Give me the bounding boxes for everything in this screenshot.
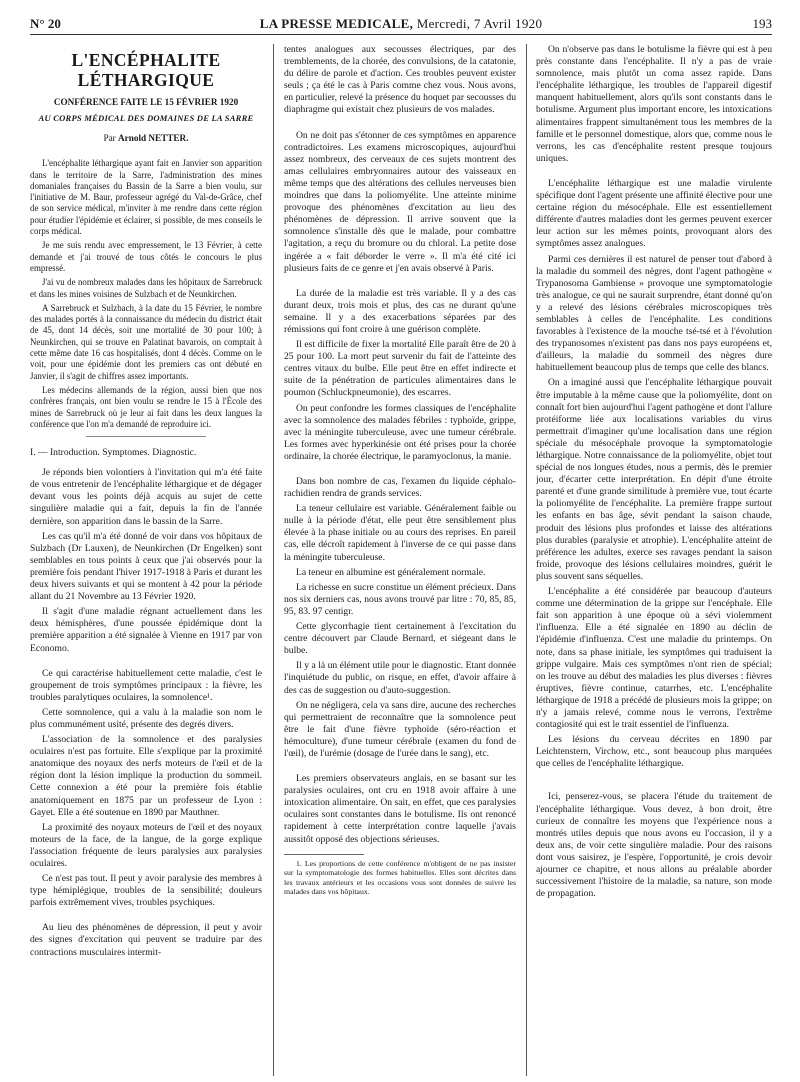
column-2 bbox=[284, 44, 516, 1078]
footnote-rule bbox=[284, 854, 364, 855]
article-title: L'ENCÉPHALITE LÉTHARGIQUE bbox=[71, 50, 221, 90]
body-paragraph: Ce n'est pas tout. Il peut y avoir paralysie des membres à type hémiplégique, troubles de la sensibilité; douleurs parfois extrêmement vives, troubles psychiques. bbox=[30, 873, 262, 909]
column-3 bbox=[536, 44, 772, 1078]
body-paragraph: La teneur en albumine est généralement normale. bbox=[296, 566, 486, 578]
intro-block bbox=[30, 158, 262, 430]
body-paragraph: La durée de la maladie est très variable. Il y a des cas durant deux, trois mois et plus, des cas ne durant qu'une semaine. Il y a des exacerbations séparées par des rémissions qui font croire à une guérison complète. bbox=[284, 287, 516, 335]
body-paragraph: L'association de la somnolence et des paralysies oculaires n'est pas fortuite. Elle s'explique par la proximité anatomique des noyaux des nerfs moteurs de l'œil et de la région dont la lésion implique la production du sommeil. Cette connexion a été pour la première fois établie anatomiquement en 1875 par un professeur de Lyon : Gayet. Elle a été soutenue en 1890 par Mauthner. bbox=[30, 734, 262, 818]
body-paragraph: Je réponds bien volontiers à l'invitation qui m'a été faite de vous entretenir de l'encéphalite léthargique et de dégager devant vous les points déjà acquis au sujet de cette singulière maladie qui a fait, depuis la fin de l'année dernière, son apparition dans le bassin de la Sarre. bbox=[30, 467, 262, 527]
body-paragraph: La teneur cellulaire est variable. Généralement faible ou nulle à la période d'état, elle peut être sensiblement plus élevée à la phase initiale ou au cours des reprises. En pareil cas, elle décroît rapidement à l'inverse de ce qui passe dans la méningite tuberculeuse. bbox=[284, 503, 516, 563]
intro-paragraph: Les médecins allemands de la région, aussi bien que nos confrères français, ont bien voulu se rendre le 15 à l'École des mines de Sarrebruck où je leur ai fait dans les deux langues la conférence que l'on m'a demandé de reproduire ici. bbox=[30, 384, 262, 429]
body-paragraph: Il est difficile de fixer la mortalité Elle paraît être de 20 à 25 pour 100. La mort peut survenir du fait de l'atteinte des centres vitaux du bulbe. Elle peut être en effet indirecte et suite de la pénétration de particules alimentaires dans le poumon (Schluckpneumonie), des escarres. bbox=[284, 339, 516, 399]
body-paragraph: On ne négligera, cela va sans dire, aucune des recherches qui permettraient de reconnaître que la somnolence peut être le fait d'une fièvre typhoïde (séro-réaction et hémoculture), d'une tumeur cérébrale (examen du fond de l'œil), de l'urémie (dosage de l'urée dans le sang), etc. bbox=[284, 699, 516, 759]
issue-number: N° 20 bbox=[30, 16, 61, 31]
body-paragraph: On peut confondre les formes classiques de l'encéphalite avec la somnolence des malades fébriles : typhoïde, grippe, avec la méningite tuberculeuse, avec une tumeur cérébrale. Les formes avec hyperkinésie ont été prises pour la chorée ordinaire, la chorée électrique, le paramyoclonus, la manie. bbox=[284, 402, 516, 462]
body-paragraph: Ici, penserez-vous, se placera l'étude du traitement de l'encéphalite léthargique. Vous devez, à bon droit, être curieux de connaître les moyens que l'expérience nous a montrés utiles depuis que nous avons eu l'occasion, il y a deux ans, de voir cette singulière maladie. Pour des raisons dont vous saisirez, je l'espère, l'opportunité, je crois devoir ajourner ce chapitre, et nous allons au préalable aborder successivement l'histoire de la maladie, sa nature, son mode de propagation. bbox=[536, 791, 772, 900]
body-paragraph: tentes analogues aux secousses électriques, par des tremblements, de la chorée, des convulsions, de la catatonie, du délire de parole et d'action. Ces troubles peuvent exister seuls ; ça été le cas à Paris comme chez vous. Nous avons, en particulier, relevé la présence du hoquet par secousses du diaphragme qui existait chez plusieurs de vos malades. bbox=[284, 44, 516, 116]
author-prefix: Par bbox=[103, 133, 116, 144]
spacer bbox=[284, 466, 516, 476]
column-divider-1 bbox=[273, 44, 274, 1076]
intro-paragraph: Je me suis rendu avec empressement, le 13 Février, à cette demande et j'ai trouvé de tous côtés le concours le plus empressé. bbox=[30, 240, 262, 273]
body-paragraph: Les cas qu'il m'a été donné de voir dans vos hôpitaux de Sulzbach (Dr Lauxen), de Neunkirchen (Dr Engelken) sont semblables en tous points à ceux que j'ai observés pour la première fois pendant l'hiver 1917-1918 à Paris et durant les deux hivers suivants et qui se montent à 42 pour la période allant du 21 Novembre au 13 Février 1920. bbox=[30, 530, 262, 603]
section-rule bbox=[86, 436, 206, 437]
column-divider-2 bbox=[526, 44, 527, 1076]
body-paragraph: Cette glycorrhagie tient certainement à l'excitation du centre découvert par Claude Bernard, et siégeant dans le bulbe. bbox=[284, 621, 516, 657]
spacer bbox=[536, 773, 772, 791]
intro-paragraph: L'encéphalite léthargique ayant fait en Janvier son apparition dans le territoire de la Sarre, l'administration des mines domaniales françaises du Bassin de la Sarre a bien voulu, sur l'initiative de M. Baur, professeur agrégé du Val-de-Grâce, chef de son service médical, m'inviter à me rendre dans cette région pour étudier l'épidémie et éclairer, si possible, de mes conseils le corps médical. bbox=[30, 158, 262, 237]
body-paragraph: Les premiers observateurs anglais, en se basant sur les paralysies oculaires, ont cru en 1918 avoir affaire à une intoxication alimentaire. On sait, en effet, que ces paralysies oculaires sont constantes dans le botulisme. Ils ont renoncé rapidement à cette interprétation contre laquelle j'avais aussitôt opposé des objections sérieuses. bbox=[284, 773, 516, 845]
spacer bbox=[284, 120, 516, 130]
body-paragraph: Il s'agit d'une maladie régnant actuellement dans les deux hémisphères, d'une poussée épidémique dont la première apparition a été signalée à Vienne en 1917 par von Economo. bbox=[30, 606, 262, 654]
body-paragraph: Cette somnolence, qui a valu à la maladie son nom le plus communément usité, présente des degrés divers. bbox=[30, 706, 262, 730]
section-heading-block bbox=[30, 436, 262, 459]
spacer bbox=[284, 278, 516, 288]
page-number: 193 bbox=[752, 16, 772, 31]
intro-paragraph: J'ai vu de nombreux malades dans les hôpitaux de Sarrebruck et dans les mines voisines de Sulzbach et de Neunkirchen. bbox=[30, 277, 262, 299]
body-paragraph: Ce qui caractérise habituellement cette maladie, c'est le groupement de trois symptômes principaux : la fièvre, les troubles paralytiques oculaires, la somnolence¹. bbox=[30, 667, 262, 703]
body-paragraph: Parmi ces dernières il est naturel de penser tout d'abord à la maladie du sommeil des nègres, dont l'agent pathogène « Trypanosoma Gambiense » provoque une symptomatologie très analogue, ce qui ne saurait surprendre, étant donné qu'on y a relevé des lésions cérébrales microscopiques très semblables à celles de l'encéphalite. Les conditions favorables à l'existence de la mouche tsé-tsé et à l'évolution des trypanosomes n'existent pas dans nos pays européens et, d'ailleurs, la maladie du sommeil des nègres dure habituellement beaucoup plus de temps que celle des blancs. bbox=[536, 253, 772, 374]
body-paragraph: On ne doit pas s'étonner de ces symptômes en apparence contradictoires. Les examens microscopiques, aujourd'hui assez nombreux, des cerveaux de ces sujets montrent des amas cellulaires embryonnaires autour des vaisseaux en même temps que des altérations des cellules nerveuses bien moindres que dans la poliomyélite. Une atteinte minime provoque des phénomènes d'excitation au lieu des phénomènes de dépression. Il arrive souvent que la somnolence s'installe dès que le malade, pour combattre l'agitation, a reçu du bromure ou du chloral. La petite dose ingérée a « fait déborder le verre ». Il m'a été cité ici plusieurs faits de ce genre et j'en avais observé à Paris. bbox=[284, 129, 516, 274]
conference-subtitle: CONFÉRENCE FAITE LE 15 FÉVRIER 1920 bbox=[53, 97, 239, 107]
page-header bbox=[30, 14, 772, 35]
journal-name: LA PRESSE MEDICALE, bbox=[259, 16, 414, 31]
spacer bbox=[30, 658, 262, 668]
column-1 bbox=[30, 44, 262, 1078]
body-paragraph: Dans bon nombre de cas, l'examen du liquide céphalo-rachidien rendra de grands services. bbox=[284, 476, 516, 500]
author-line bbox=[30, 132, 262, 144]
footnote: 1. Les proportions de cette conférence m'obligent de ne pas insister sur la symptomatologie des formes habituelles. Elles sont décrites dans les travaux antérieurs et les occasions vous sont données de suivre les malades dans vos hôpitaux. bbox=[284, 858, 516, 897]
body-paragraph: Les lésions du cerveau décrites en 1890 par Leichtenstern, Virchow, etc., sont beaucoup plus marquées que celles de l'encéphalite léthargique. bbox=[536, 734, 772, 770]
body-paragraph: Il y a là un élément utile pour le diagnostic. Etant donnée l'inquiétude du public, on risque, en effet, d'avoir affaire à des cas de suggestion ou d'auto-suggestion. bbox=[284, 660, 516, 696]
body-paragraph: L'encéphalite léthargique est une maladie virulente spécifique dont l'agent présente une affinité élective pour une certaine région du mésocéphale. Elle est essentiellement différente d'autres maladies dont les germes peuvent exercer leur action sur les mêmes points, provoquant alors des symptômes assez analogues. bbox=[536, 177, 772, 250]
author-name: Arnold NETTER. bbox=[118, 133, 189, 144]
section-heading: I. — Introduction. Symptomes. Diagnostic. bbox=[30, 447, 197, 459]
spacer bbox=[284, 763, 516, 773]
intro-paragraph: A Sarrebruck et Sulzbach, à la date du 15 Février, le nombre des malades portés à la connaissance du médecin du district était de 45, dont 14 décès, soit une mortalité de 30 pour 100; à Neunkirchen, qui se trouve en Palatinat bavarois, on comptait à cette même date 16 cas hospitalisés, dont 4 décès. Comme on le voit, pour une épidémie dont les premiers cas ont débuté en Janvier, il s'agit de chiffres assez importants. bbox=[30, 302, 262, 381]
body-paragraph: Au lieu des phénomènes de dépression, il peut y avoir des signes d'excitation qui peuvent se traduire par des contractions musculaires intermit- bbox=[30, 922, 262, 958]
body-paragraph: On a imaginé aussi que l'encéphalite léthargique pouvait être imputable à la même cause que la poliomyélite, dont on connaît fort bien aujourd'hui l'agent pathogène et dont l'allure protéiforme liée aux localisations variables du virus permettrait d'imaginer qu'une localisation dans une région spéciale du mésocéphale provoque la symptomatologie léthargique. Notre connaissance de la poliomyélite, objet tout spécial de nos longues études, nous a permis, dès le premier jour, d'écarter cette interprétation. En dépit d'une étroite parenté et d'une grande similitude à première vue, tout écarte la poliomyélite de l'encéphalite. La première frappe surtout les enfants en bas âge, sévit pendant la saison chaude, produit des lésions plus profondes et laisse des altérations plus durables (paralysie et atrophie). L'encéphalite atteint de préférence les adultes, exerce ses ravages pendant la saison froide, provoque des lésions cellulaires moindres, guérit le plus souvent sans séquelles. bbox=[536, 377, 772, 582]
issue-date: Mercredi, 7 Avril 1920 bbox=[416, 16, 543, 31]
body-paragraph: L'encéphalite a été considérée par beaucoup d'auteurs comme une détermination de la grippe sur l'encéphale. Elle fait son apparition à une époque où a sévi violemment l'influenza. Elle a été signalée en 1890 au déclin de l'épidémie d'influenza. C'est une maladie du printemps. On note, dans sa phase initiale, les symptômes qui traduisent la grippe vulgaire. Mais ces symptômes n'ont rien de spécial; on les trouve au début des maladies les plus diverses : fièvres éruptives, fièvre continue, catarrhes, etc. L'encéphalite léthargique de 1918 a précédé de plusieurs mois la grippe; on n'y a jamais relevé, comme nous le verrons, l'extrême contagiosité qui est le trait essentiel de l'influenza. bbox=[536, 586, 772, 731]
spacer bbox=[30, 912, 262, 922]
body-paragraph: La richesse en sucre constitue un élément précieux. Dans nos six derniers cas, nous avons trouvé par litre : 70, 85, 85, 95, 83. 97 centigr. bbox=[284, 581, 516, 617]
journal-title-line bbox=[30, 16, 772, 32]
audience-subtitle: AU CORPS MÉDICAL DES DOMAINES DE LA SARRE bbox=[38, 113, 254, 124]
body-paragraph: On n'observe pas dans le botulisme la fièvre qui est à peu près constante dans l'encéphalite. Il n'y a pas de vraie somnolence, mais plutôt un coma assez rapide. Dans l'encéphalite léthargique, les troubles de l'appareil digestif manquent habituellement, alors qu'ils sont constants dans le botulisme. Argument plus important encore, les intoxications alimentaires frappent simultanément tous les membres de la famille et le personnel domestique, alors que, comme nous le verrons, les cas d'encéphalite restent presque toujours uniques. bbox=[536, 44, 772, 164]
body-paragraph: La proximité des noyaux moteurs de l'œil et des noyaux moteurs de la face, de la langue, de la gorge explique l'association fréquente de leurs paralysies aux paralysies oculaires. bbox=[30, 821, 262, 870]
spacer bbox=[536, 168, 772, 178]
